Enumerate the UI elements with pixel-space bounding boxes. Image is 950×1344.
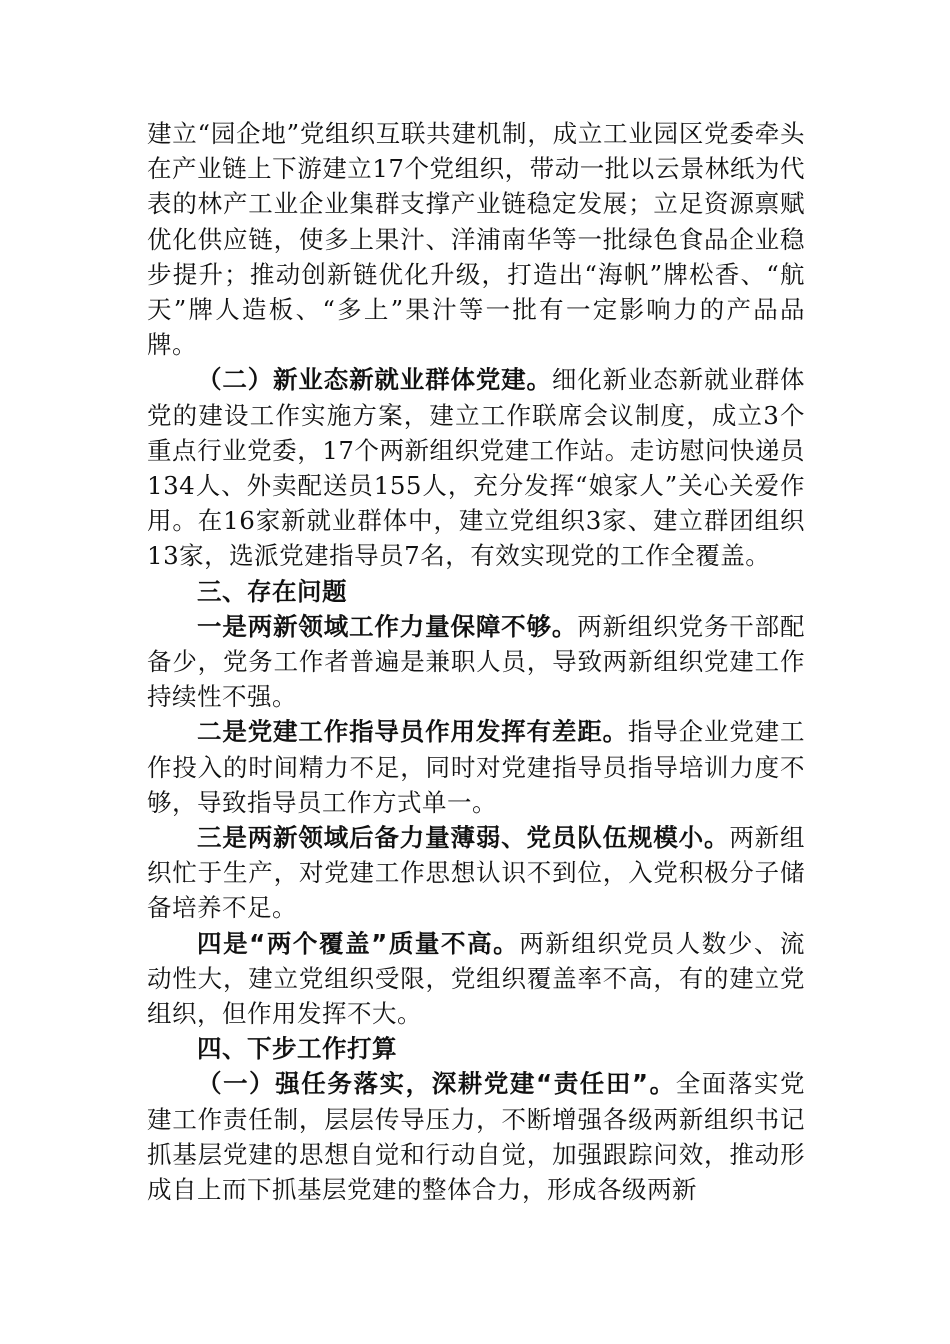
- paragraph-lead: （二）新业态新就业群体党建。: [197, 365, 552, 395]
- paragraph-problem-2: [147, 714, 805, 820]
- section-heading-problems: 三、存在问题: [197, 576, 347, 606]
- paragraph-next-step-1: [147, 1066, 805, 1207]
- paragraph-text: 建立“园企地”党组织互联共建机制，成立工业园区党委牵头在产业链上下游建立17个党组织，带动一批以云景林纸为代表的林产工业企业集群支撑产业链稳定发展；立足资源禀赋优化供应链，使多上果汁、洋浦南华等一批绿色食品企业稳步提升；推动创新链优化升级，打造出“海帆”牌松香、“航天”牌人造板、“多上”果汁等一批有一定影响力的产品品牌。: [147, 119, 805, 360]
- paragraph-text: 两新组织党员人数少、流动性大，建立党组织受限，党组织覆盖率不高，有的建立党组织，但作用发挥不大。: [147, 928, 805, 1029]
- paragraph-lead: （一）强任务落实，深耕党建“责任田”。: [197, 1069, 676, 1099]
- section-heading-next-steps: 四、下步工作打算: [197, 1034, 397, 1064]
- paragraph-text: 两新组织党务干部配备少，党务工作者普遍是兼职人员，导致两新组织党建工作持续性不强。: [147, 611, 806, 712]
- document-body: [147, 116, 805, 1207]
- paragraph-problem-1: [147, 609, 805, 715]
- paragraph-lead: 一是两新领域工作力量保障不够。: [197, 611, 578, 641]
- paragraph-problem-4: [147, 926, 805, 1032]
- paragraph-continuation: [147, 116, 805, 362]
- paragraph-text: 细化新业态新就业群体党的建设工作实施方案，建立工作联席会议制度，成立3个重点行业党委，17个两新组织党建工作站。走访慰问快递员134人、外卖配送员155人，充分发挥“娘家人”关心关爱作用。在16家新就业群体中，建立党组织3家、建立群团组织13家，选派党建指导员7名，有效实现党的工作全覆盖。: [147, 365, 806, 571]
- paragraph-text: 全面落实党建工作责任制，层层传导压力，不断增强各级两新组织书记抓基层党建的思想自觉和行动自觉，加强跟踪问效，推动形成自上而下抓基层党建的整体合力，形成各级两新: [147, 1069, 805, 1205]
- paragraph-problem-3: [147, 820, 805, 926]
- paragraph-text: 指导企业党建工作投入的时间精力不足，同时对党建指导员指导培训力度不够，导致指导员工作方式单一。: [147, 717, 806, 817]
- paragraph-text: 两新组织忙于生产，对党建工作思想认识不到位，入党积极分子储备培养不足。: [147, 823, 806, 923]
- paragraph-lead: 三是两新领域后备力量薄弱、党员队伍规模小。: [197, 823, 730, 853]
- paragraph-new-employment-groups: [147, 362, 805, 573]
- paragraph-lead: 四是“两个覆盖”质量不高。: [197, 928, 520, 958]
- paragraph-lead: 二是党建工作指导员作用发挥有差距。: [197, 717, 628, 747]
